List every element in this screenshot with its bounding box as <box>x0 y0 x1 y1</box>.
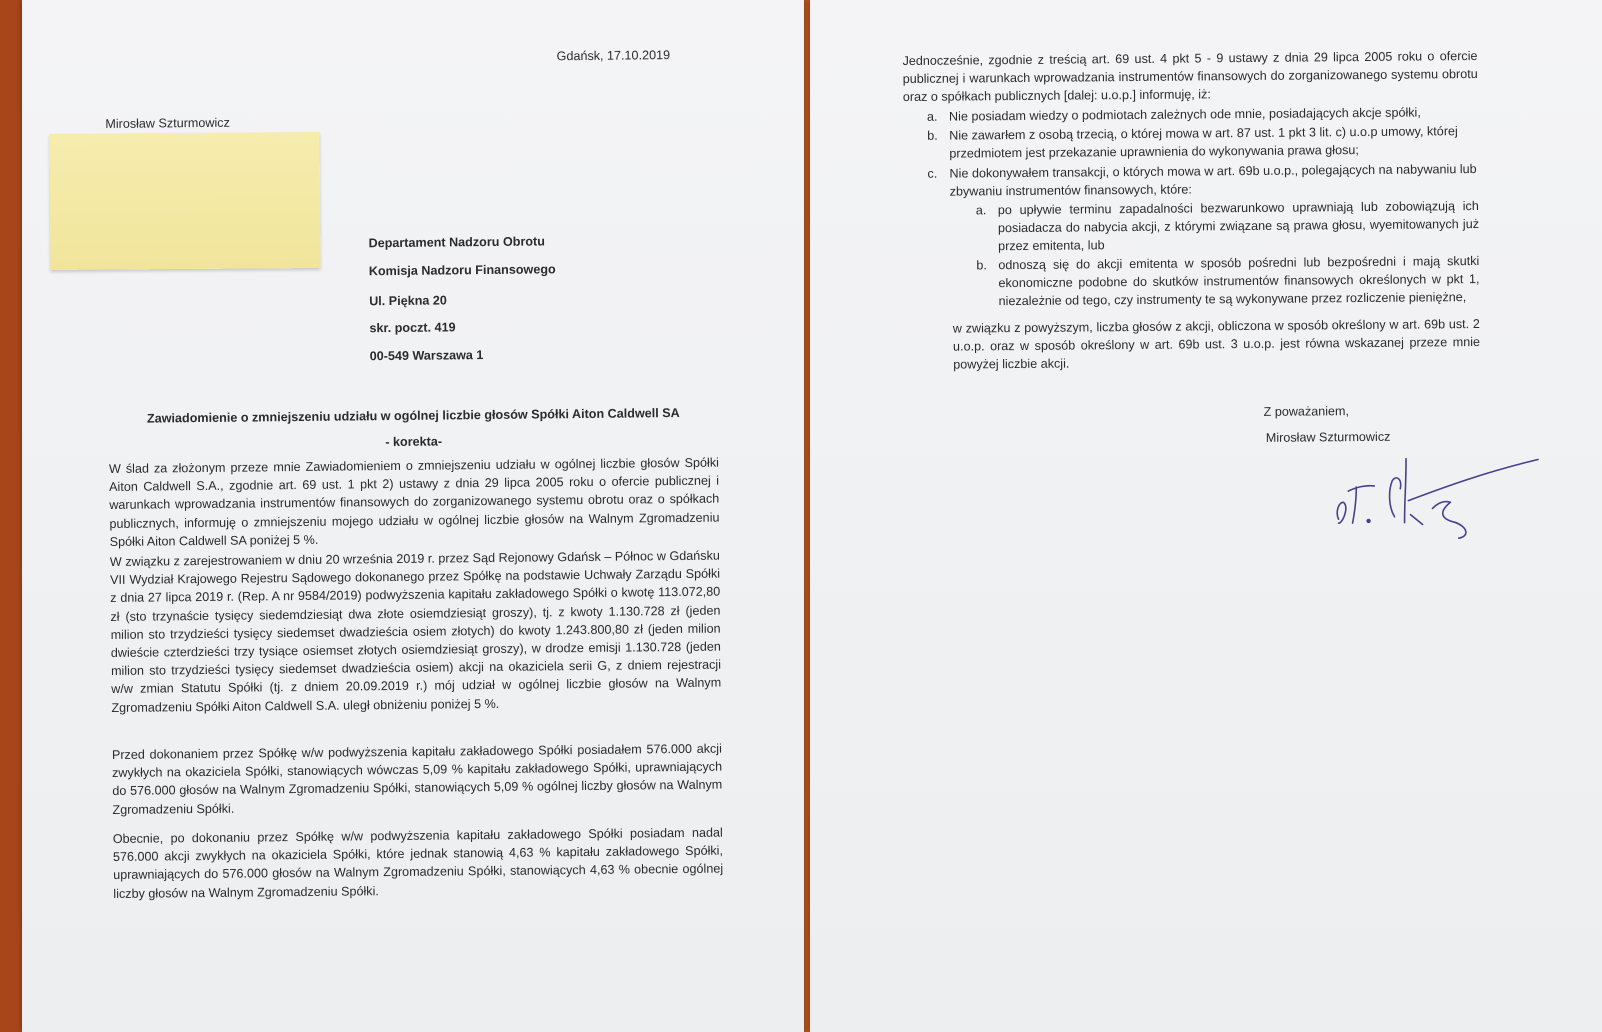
signer-name: Mirosław Szturmowicz <box>1265 429 1391 445</box>
sticky-note <box>50 132 321 270</box>
sub-list-item-text: po upływie terminu zapadalności bezwarunkowo uprawniają lub zobowiązują ich posiadacza do nabycia akcji, z którymi związane są prawa głosu, wyemitowanych już przez emitenta, lub <box>997 198 1480 254</box>
sender-name: Mirosław Szturmowicz <box>105 115 230 131</box>
list-item-text: Nie posiadam wiedzy o podmiotach zależnych ode mnie, posiadających akcje spółki, <box>948 105 1421 124</box>
closing-salutation: Z poważaniem, <box>1263 404 1350 419</box>
paragraph-4: Obecnie, po dokonaniu przez Spółkę w/w podwyższenia kapitału zakładowego Spółki posiadam nadal 576.000 akcji zwykłych na okaziciela Spółki, które jednak stanowią 4,63 % kapitału zakładowego Spółki, uprawniających do 576.000 głosów na Walnym Zgromadzeniu Spółki, stanowiących 4,63 % obecnie ogólnej liczby głosów na Walnym Zgromadzeniu Spółki. <box>112 825 724 901</box>
list-item <box>903 160 1478 201</box>
intro-paragraph: Jednocześnie, zgodnie z treścią art. 69 ust. 4 pkt 5 - 9 ustawy z dnia 29 lipca 2005 roku o ofercie publicznej i warunkach wprowadzania instrumentów finansowych do zorganizowanego systemu obrotu oraz o spółkach publicznych [dalej: u.o.p.] informuję, iż: <box>902 48 1478 105</box>
letter-date: Gdańsk, 17.10.2019 <box>556 48 671 64</box>
list-marker: b. <box>927 128 938 143</box>
recipient-line-2: Komisja Nadzoru Finansowego <box>368 262 556 279</box>
paragraph-3: Przed dokonaniem przez Spółkę w/w podwyższenia kapitału zakładowego Spółki posiadałem 576.000 akcji zwykłych na okaziciela Spółki, stanowiących wówczas 5,09 % kapitału zakładowego Spółki, uprawniających do 576.000 głosów na Walnym Zgromadzeniu Spółki, stanowiących 5,09 % ogólnej liczby głosów na Walnym Zgromadzeniu Spółki. <box>111 741 723 817</box>
paragraph-2: W związku z zarejestrowaniem w dniu 20 września 2019 r. przez Sąd Rejonowy Gdańsk – Północ w Gdańsku VII Wydział Krajowego Rejestru Sądowego dokonanego przez Spółkę na podstawie Uchwały Zarządu Spółki z dnia 27 lipca 2019 r. (Rep. A nr 9584/2019) podwyższenia kapitału zakładowego Spółki o kwotę 113.072,80 zł (sto trzynaście tysięcy siedemdziesiąt dwa złote osiemdziesiąt groszy), tj. z kwoty 1.130.728 zł (jeden milion sto trzydzieści tysięcy siedemset dwadzieścia osiem złotych) do kwoty 1.243.800,80 zł (jeden milion dwieście czterdzieści trzy tysiące osiemset złotych osiemdziesiąt groszy), w drodze emisji 1.130.728 (jeden milion sto trzydzieści tysięcy siedemset dwadzieścia osiem) akcji na okaziciela serii G, z dniem rejestracji w/w zmian Statutu Spółki (tj. z dniem 20.09.2019 r.) mój udział w ogólnej liczbie głosów na Walnym Zgromadzeniu Spółki Aiton Caldwell S.A. uległ obniżeniu poniżej 5 %. <box>109 548 722 715</box>
letter-page-right <box>810 0 1602 1032</box>
sub-list-item-text: odnoszą się do akcji emitenta w sposób pośredni lub bezpośredni i mają skutki ekonomiczne podobne do skutków instrumentów finansowych określonych w pkt 1, niezależnie od tego, czy instrumenty te są wykonywane przez rozliczenie pieniężne, <box>998 253 1480 309</box>
recipient-line-4: skr. poczt. 419 <box>369 320 456 336</box>
list-marker: a. <box>975 203 987 218</box>
recipient-line-5: 00-549 Warszawa 1 <box>369 348 484 364</box>
list-marker: a. <box>926 109 938 124</box>
list-item-text: Nie dokonywałem transakcji, o których mowa w art. 69b u.o.p., polegających na nabywaniu lub zbywaniu instrumentów finansowych, które: <box>949 161 1477 199</box>
sub-list-item <box>904 197 1479 257</box>
notice-subtitle: - korekta- <box>385 434 443 450</box>
letter-page-left <box>22 0 804 1032</box>
paragraph-1: W ślad za złożonym przeze mnie Zawiadomieniem o zmniejszeniu udziału w ogólnej liczbie głosów Spółki Aiton Caldwell S.A., zgodnie art. 69 ust. 1 pkt 2) ustawy z dnia 29 lipca 2005 roku o ofercie publicznej i warunkach wprowadzania instrumentów finansowych do zorganizowanego systemu obrotu oraz o spółkach publicznych, informuję o zmniejszeniu mojego udziału w ogólnej liczbie głosów na Walnym Zgromadzeniu Spółki Aiton Caldwell SA poniżej 5 %. <box>108 455 720 549</box>
sub-list-item <box>904 252 1479 312</box>
list-marker: b. <box>976 257 987 272</box>
recipient-line-3: Ul. Piękna 20 <box>369 293 447 309</box>
handwritten-signature <box>1326 449 1547 541</box>
list-marker: c. <box>927 166 938 181</box>
notice-title: Zawiadomienie o zmniejszeniu udziału w ogólnej liczbie głosów Spółki Aiton Caldwell SA <box>146 405 680 426</box>
recipient-line-1: Departament Nadzoru Obrotu <box>368 234 545 251</box>
list-item-text: Nie zawarłem z osobą trzecią, o której mowa w art. 87 ust. 1 pkt 3 lit. c) u.o.p umowy, której przedmiotem jest przekazanie uprawnienia do wykonywania prawa głosu; <box>949 124 1458 161</box>
statement-list <box>903 103 1480 311</box>
conclusion-paragraph: w związku z powyższym, liczba głosów z akcji, obliczona w sposób określony w art. 69b ust. 2 u.o.p. oraz w sposób określony w art. 69b ust. 3 u.o.p. jest równa wskazanej przeze mnie powyżej liczbie akcji. <box>952 316 1481 372</box>
list-item <box>903 122 1478 163</box>
